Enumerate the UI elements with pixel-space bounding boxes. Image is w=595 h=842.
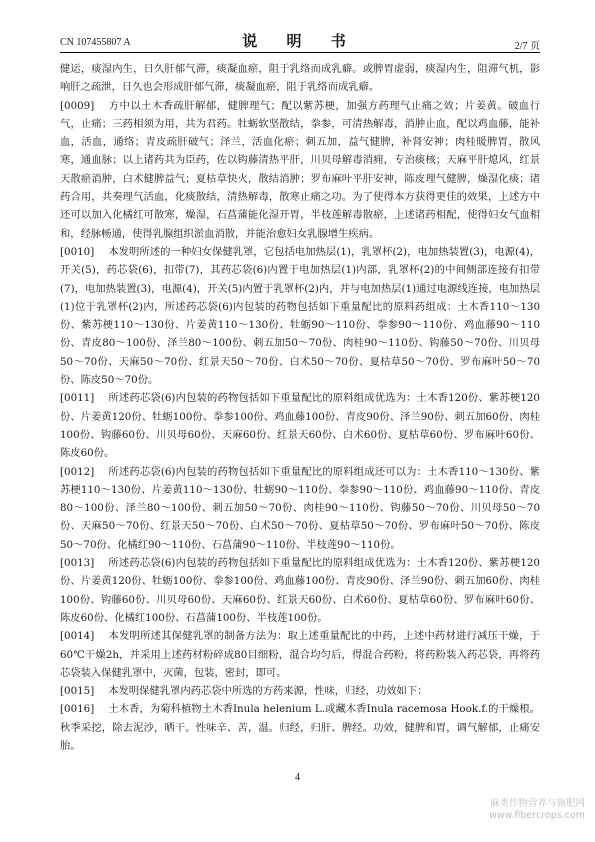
paragraph-0016 xyxy=(60,700,540,755)
document-body xyxy=(60,60,540,755)
paragraph-text: 本发明保健乳罩内药芯袋中所选的方药来源，性味，归经，功效如下： xyxy=(108,685,428,698)
paragraph-text: 健运，痰湿内生，日久肝郁气滞，痰凝血瘀，阻于乳络而成乳癖。或脾胃虚弱，痰湿内生，阻滞气机，影响肝之疏泄，日久也会形成肝郁气滞，痰凝血瘀，阻于乳络而成乳癖。 xyxy=(60,63,540,94)
paragraph-text: 所述药芯袋(6)内包装的药物包括如下重量配比的原料组成优选为：土木香120份、紫苏梗120份、片姜黄120份、牡蛎100份、拳参100份、鸡血藤100份、青皮90份、泽兰90份、刺五加60份、肉桂100份、钩藤60份、川贝母60份、天麻60份、红景天60份、白术60份、夏枯草60份、罗布麻叶60份、陈皮60份。 xyxy=(60,392,540,460)
paragraph-continuation xyxy=(60,60,540,97)
paragraph-text: 所述药芯袋(6)内包装的药物包括如下重量配比的原料组成还可以为：土木香110～130份、紫苏梗110～130份、片姜黄110～130份、牡蛎90～110份、拳参90～110份、鸡血藤90～110份、青皮80～100份、泽兰80～100份、刺五加50～70份、肉桂90～110份、钩藤50～70份、川贝母50～70份、天麻50～70份、红景天50～70份、白术50～70份、夏枯草50～70份、罗布麻叶50～70份、陈皮50～70份、化橘红90～110份、石菖蒲90～110份、半枝莲90～110份。 xyxy=(60,465,540,551)
paragraph-text: 土木香，为菊科植物土木香Inula helenium L.或藏木香Inula racemosa Hook.f.的干燥根。秋季采挖，除去泥沙，晒干。性味辛、苦，温。归经，归肝、脾经。功效，健脾和胃，调气解郁，止痛安胎。 xyxy=(60,703,540,752)
page-header xyxy=(60,26,540,53)
paragraph-number: [0013] xyxy=(60,557,95,570)
paragraph-number: [0011] xyxy=(60,392,95,405)
patent-number: CN 107455807 A xyxy=(60,37,131,48)
watermark-url: www.fibercrops.com xyxy=(488,810,585,821)
paragraph-0012 xyxy=(60,463,540,554)
paragraph-text: 所述药芯袋(6)内包装的药物包括如下重量配比的原料组成优选为：土木香120份、紫苏梗120份、片姜黄120份、牡蛎100份、拳参100份、鸡血藤100份、青皮90份、泽兰90份、刺五加60份、肉桂100份、钩藤60份、川贝母60份、天麻60份、红景天60份、白术60份、夏枯草60份、罗布麻叶60份、陈皮60份、化橘红100份、石菖蒲100份、半枝莲100份。 xyxy=(60,557,540,624)
paragraph-0013 xyxy=(60,554,540,627)
paragraph-number: [0014] xyxy=(60,630,95,643)
paragraph-0010 xyxy=(60,243,540,389)
paragraph-number: [0012] xyxy=(60,465,95,478)
paragraph-text: 本发明所述其保健乳罩的制备方法为：取上述重量配比的中药，上述中药材进行减压干燥，于60℃干燥2h，并采用上述药材粉碎成80目细粉，混合均匀后，得混合药粉，将药粉装入药芯袋，再将药芯袋装入保健乳罩中，灭菌，包装，密封，即可。 xyxy=(60,630,540,679)
page-indicator: 2/7 页 xyxy=(514,41,540,52)
paragraph-0014 xyxy=(60,627,540,682)
paragraph-0009 xyxy=(60,97,540,243)
paragraph-number: [0009] xyxy=(60,99,95,112)
paragraph-number: [0016] xyxy=(60,703,95,716)
paragraph-0015 xyxy=(60,682,540,700)
site-watermark xyxy=(489,798,585,822)
paragraph-text: 方中以土木香疏肝解郁，健脾理气；配以紫苏梗，加强方药理气止痛之效；片姜黄。破血行气，止痛；三药相须为用，共为君药。牡蛎软坚散结，拳参，可清热解毒，消肿止血，配以鸡血藤，能补血，活血，通络；青皮疏肝破气；泽兰，活血化瘀；刺五加，益气健脾，补肾安神；肉桂暖脾胃，散风寒，通血脉；以上诸药共为臣药，佐以钩藤清热平肝，川贝母解毒消痈，专治痰核；天麻平肝熄风，红景天散瘀消肿，白术健脾益气；夏枯草快火，散结消肿；罗布麻叶平肝安神，陈皮理气健脾，燥湿化痰；诸药合用，共奏理气活血，化痰散结，清热解毒，散寒止痛之功。为了使得本方获得更佳的效果，上述方中还可以加入化橘红可散寒，燥湿，石菖蒲能化湿开胃，半枝莲解毒散瘀，上述诸药相配，使得妇女气血相和，经脉畅通，使得乳腺组织淤血消散，并能治愈妇女乳腺增生疾病。 xyxy=(60,99,540,240)
paragraph-number: [0015] xyxy=(60,685,95,698)
watermark-site-name: 麻类作物营养与施肥网 xyxy=(489,798,585,809)
paragraph-number: [0010] xyxy=(60,245,95,258)
document-title: 说 明 书 xyxy=(242,32,358,50)
page-number: 4 xyxy=(295,772,300,783)
paragraph-0011 xyxy=(60,389,540,462)
paragraph-text: 本发明所述的一种妇女保健乳罩，它包括电加热层(1)，乳罩杯(2)，电加热装置(3)，电源(4)，开关(5)，药芯袋(6)，扣带(7)，其药芯袋(6)内置于电加热层(1)内部，乳罩杯(2)的中间侧部连接有扣带(7)，电加热装置(3)，电源(4)，开关(5)内置于乳罩杯(2)内，并与电加热层(1)通过电源线连接，电加热层(1)位于乳罩杯(2)内，所述药芯袋(6)内包装的药物包括如下重量配比的原料药组成：土木香110～130份、紫苏梗110～130份、片姜黄110～130份、牡蛎90～110份、拳参90～110份、鸡血藤90～110份、青皮80～100份、泽兰80～100份、刺五加50～70份、肉桂90～110份、钩藤50～70份、川贝母50～70份、天麻50～70份、红景天50～70份、白术50～70份、夏枯草50～70份、罗布麻叶50～70份、陈皮50～70份。 xyxy=(60,245,540,387)
